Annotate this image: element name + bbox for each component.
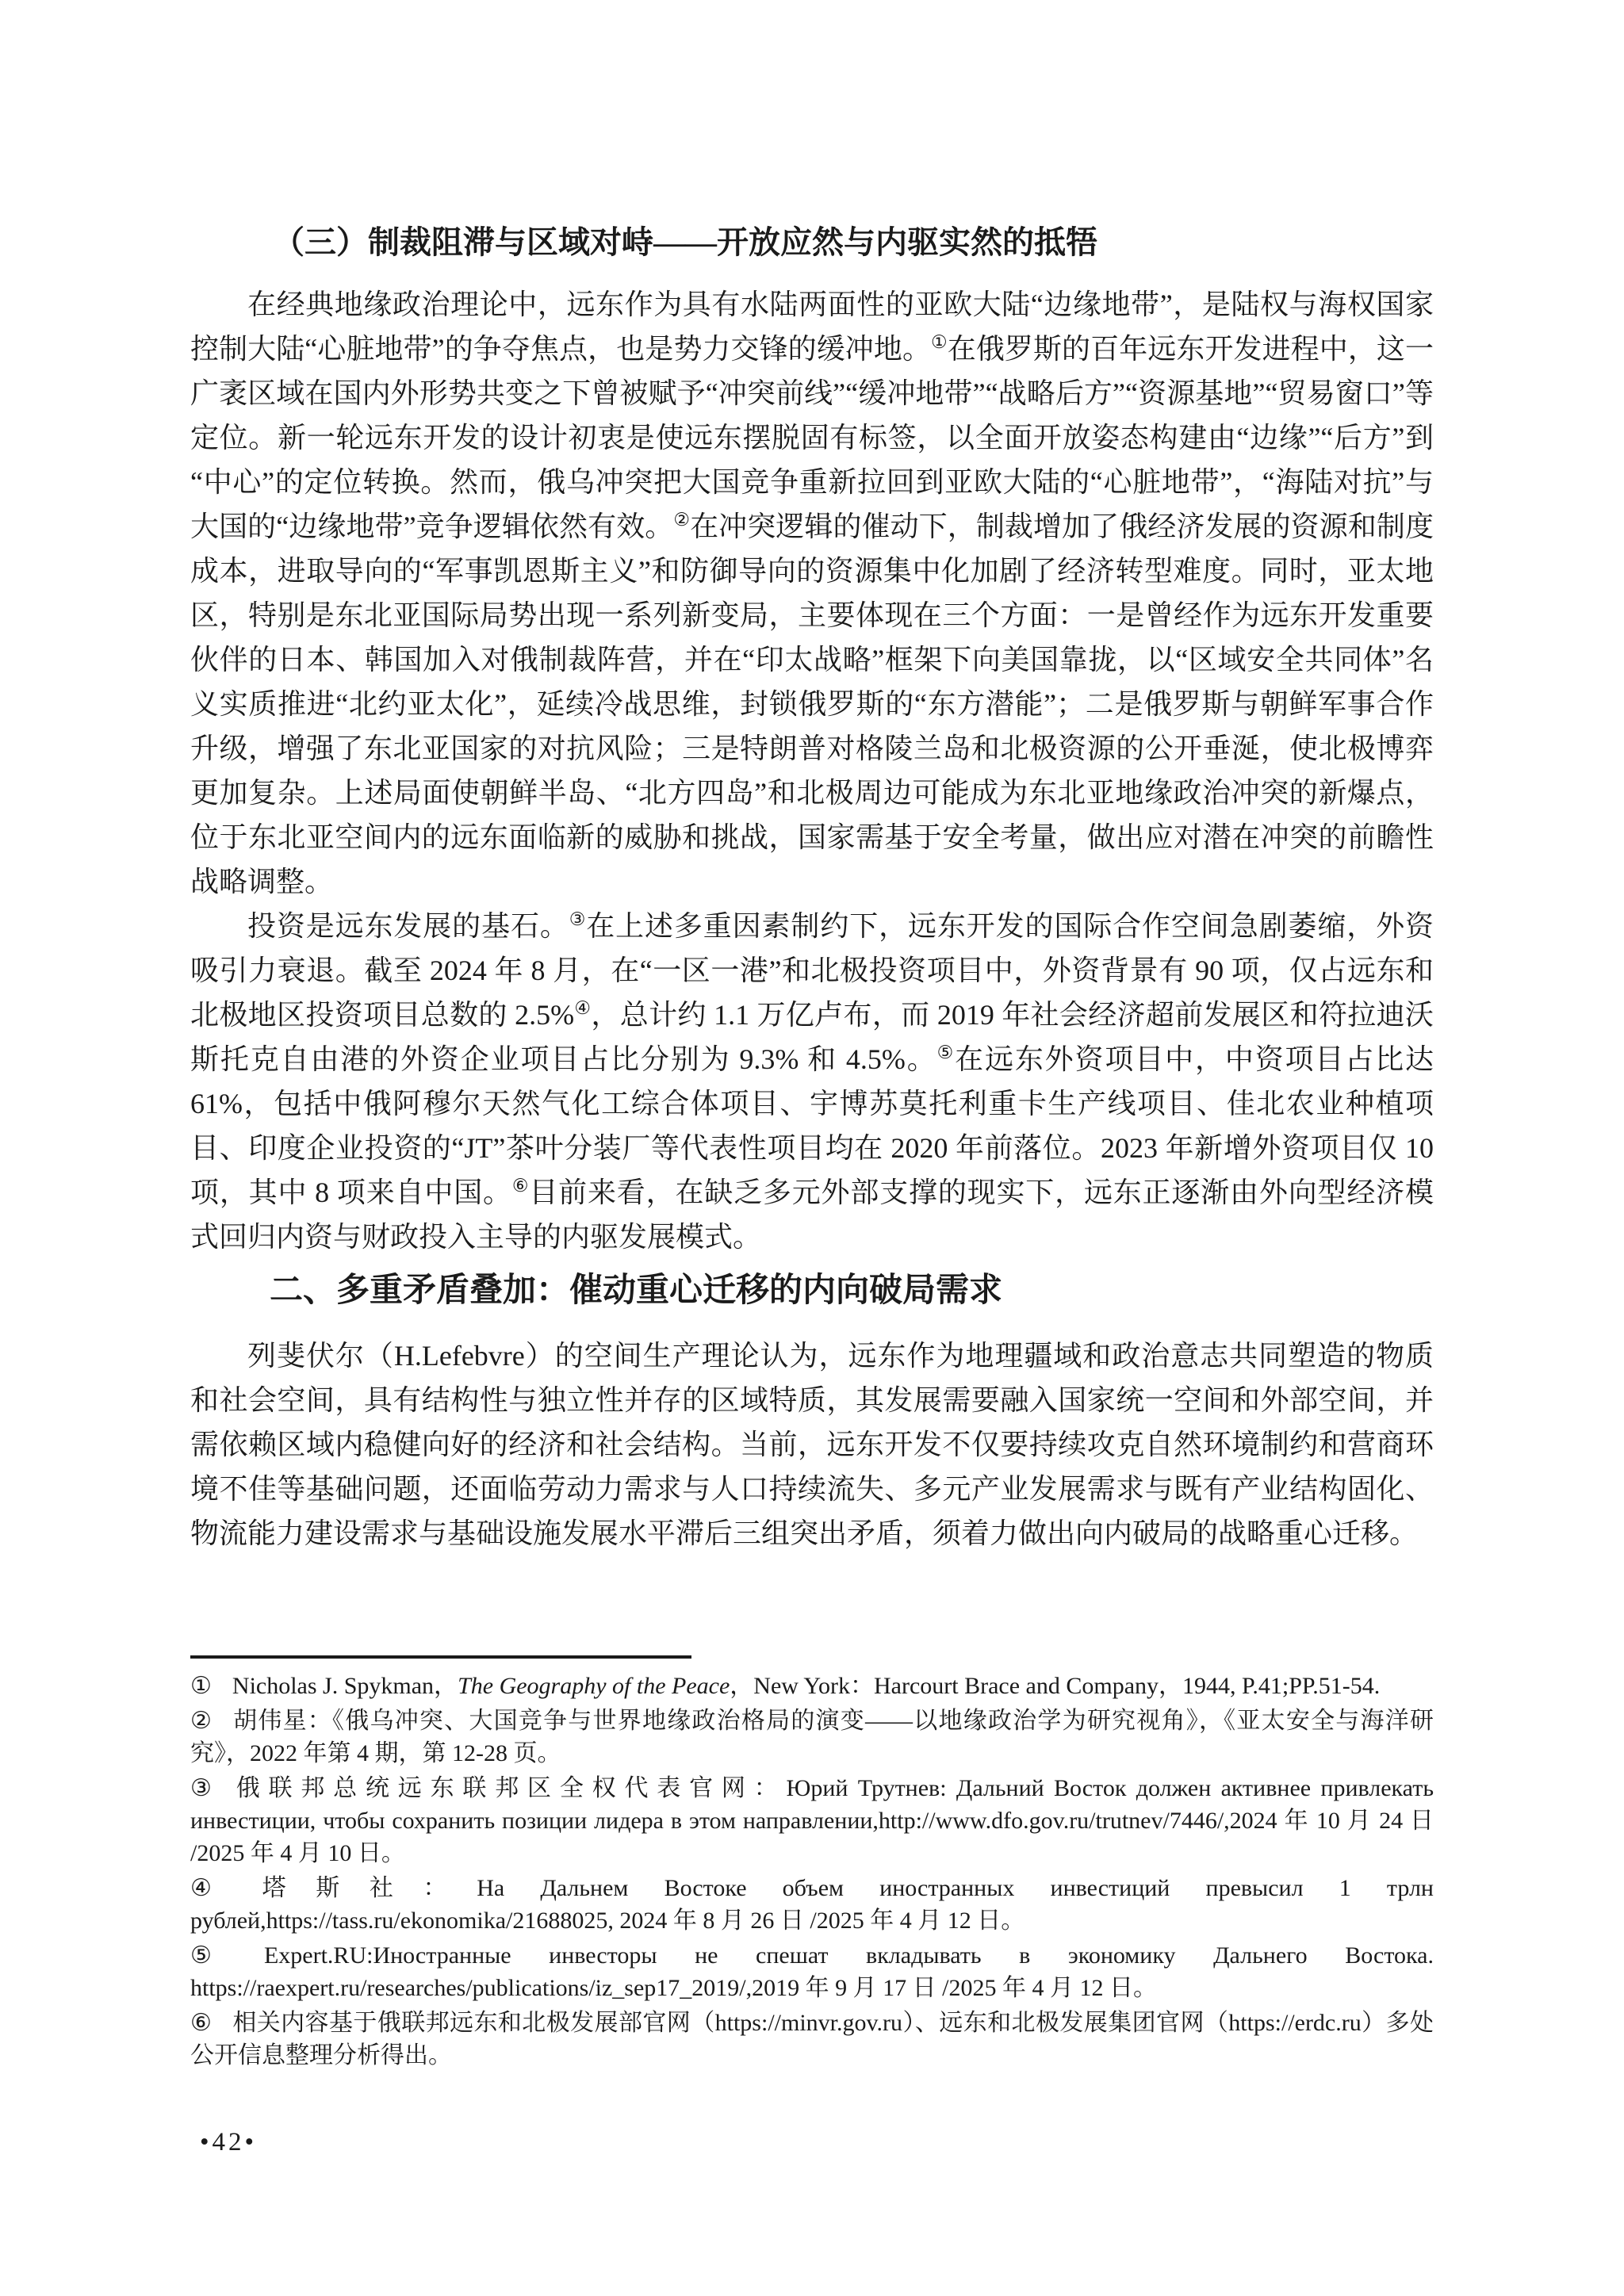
footnote	[190, 1705, 1434, 1770]
text-run: Юрий Трутнев: Дальний Восток должен активнее привлекать инвестиции, чтобы сохранить позиции лидера в этом направлении,http://www.dfo.gov.ru/trutnev/7446/,2024 年 10 月 24 日 /2025 年 4 月 10 日。	[190, 1775, 1434, 1866]
text-run: 列斐伏尔（H.Lefebvre）的空间生产理论认为，远东作为地理疆域和政治意志共同塑造的物质和社会空间，具有结构性与独立性并存的区域特质，其发展需要融入国家统一空间和外部空间，并需依赖区域内稳健向好的经济和社会结构。当前，远东开发不仅要持续攻克自然环境制约和营商环境不佳等基础问题，还面临劳动力需求与人口持续流失、多元产业发展需求与既有产业结构固化、物流能力建设需求与基础设施发展水平滞后三组突出矛盾，须着力做出向内破局的战略重心迁移。	[190, 1340, 1434, 1549]
text-run: 塔斯社：На Дальнем Востоке объем иностранных инвестиций превысил 1 трлн рублей,https://tass.ru/ekonomika/21688025, 2024 年 8 月 26 日 /2025 年 4 月 12 日。	[190, 1875, 1434, 1934]
paragraph	[190, 1334, 1434, 1556]
paragraph	[190, 904, 1434, 1259]
text-run: 目前来看，在缺乏多元外部支撑的现实下，远东正逐渐由外向型经济模式回归内资与财政投入主导的内驱发展模式。	[190, 1177, 1434, 1253]
text-run: 相关内容基于俄联邦远东和北极发展部官网（https://minvr.gov.ru）、远东和北极发展集团官网（https://erdc.ru）多处公开信息整理分析得出。	[190, 2010, 1434, 2068]
text-run: Nicholas J. Spykman，	[232, 1673, 458, 1699]
footnote-marker: ④	[190, 1875, 242, 1901]
text-run: 在远东外资项目中，中资项目占比达 61%，包括中俄阿穆尔天然气化工综合体项目、宇博苏莫托利重卡生产线项目、佳北农业种植项目、印度企业投资的“JT”茶叶分装厂等代表性项目均在 2020 年前落位。2023 年新增外资项目仅 10 项，其中 8 项来自中国。	[190, 1043, 1434, 1208]
text-run: 俄联邦总统远东联邦区全权代表官网：	[236, 1775, 787, 1801]
footnote-ref: ②	[673, 510, 691, 530]
text-run: ，New York：Harcourt Brace and Company，1944, P.41;PP.51-54.	[730, 1673, 1381, 1699]
text-run: 在俄罗斯的百年远东开发进程中，这一广袤区域在国内外形势共变之下曾被赋予“冲突前线”“缓冲地带”“战略后方”“资源基地”“贸易窗口”等定位。新一轮远东开发的设计初衷是使远东摆脱固有标签，以全面开放姿态构建由“边缘”“后方”到“中心”的定位转换。然而，俄乌冲突把大国竞争重新拉回到亚欧大陆的“心脏地带”，“海陆对抗”与大国的“边缘地带”竞争逻辑依然有效。	[190, 333, 1434, 542]
page-number: •42•	[200, 2128, 258, 2156]
footnote	[190, 1670, 1434, 1702]
footnote	[190, 1872, 1434, 1937]
footnote-marker: ③	[190, 1775, 216, 1801]
footnote-ref: ④	[574, 998, 592, 1018]
footnote	[190, 1772, 1434, 1869]
text-run: Expert.RU:Иностранные инвесторы не спешат вкладывать в экономику Дальнего Востока. https://raexpert.ru/researches/publications/iz_sep17_2019/,2019 年 9 月 17 日 /2025 年 4 月 12 日。	[190, 1942, 1434, 2001]
footnote-ref: ⑥	[511, 1176, 530, 1196]
text-run: 投资是远东发展的基石。	[247, 910, 569, 942]
page-content	[190, 0, 1434, 1556]
text-run: The Geography of the Peace	[458, 1673, 730, 1699]
subsection-heading: （三）制裁阻滞与区域对峙——开放应然与内驱实然的抵牾	[273, 224, 1097, 260]
section-heading: 二、多重矛盾叠加：催动重心迁移的内向破局需求	[270, 1271, 1003, 1308]
footnote-ref: ①	[931, 332, 948, 352]
text-run: 胡伟星：《俄乌冲突、大国竞争与世界地缘政治格局的演变——以地缘政治学为研究视角》，《亚太安全与海洋研究》，2022 年第 4 期，第 12-28 页。	[190, 1708, 1434, 1766]
footnote-marker: ②	[190, 1708, 213, 1734]
footnote	[190, 1939, 1434, 2004]
footnote-ref: ⑤	[936, 1043, 956, 1062]
footnote-separator	[190, 1655, 691, 1659]
paragraph	[190, 282, 1434, 904]
article-body	[190, 282, 1434, 1556]
footnotes-section	[190, 1655, 1434, 2074]
text-run: 在经典地缘政治理论中，远东作为具有水陆两面性的亚欧大陆“边缘地带”，是陆权与海权国家控制大陆“心脏地带”的争夺焦点，也是势力交锋的缓冲地。	[190, 289, 1434, 365]
footnote-marker: ①	[190, 1673, 212, 1699]
text-run: ，总计约 1.1 万亿卢布，而 2019 年社会经济超前发展区和符拉迪沃斯托克自由港的外资企业项目占比分别为 9.3% 和 4.5%。	[190, 999, 1434, 1075]
text-run: 在上述多重因素制约下，远东开发的国际合作空间急剧萎缩，外资吸引力衰退。截至 2024 年 8 月，在“一区一港”和北极投资项目中，外资背景有 90 项，仅占远东和北极地区投资项目总数的 2.5%	[190, 910, 1434, 1031]
footnote-marker: ⑥	[190, 2010, 213, 2036]
text-run: 在冲突逻辑的催动下，制裁增加了俄经济发展的资源和制度成本，进取导向的“军事凯恩斯主义”和防御导向的资源集中化加剧了经济转型难度。同时，亚太地区，特别是东北亚国际局势出现一系列新变局，主要体现在三个方面：一是曾经作为远东开发重要伙伴的日本、韩国加入对俄制裁阵营，并在“印太战略”框架下向美国靠拢，以“区域安全共同体”名义实质推进“北约亚太化”，延续冷战思维，封锁俄罗斯的“东方潜能”；二是俄罗斯与朝鲜军事合作升级，增强了东北亚国家的对抗风险；三是特朗普对格陵兰岛和北极资源的公开垂涎，使北极博弈更加复杂。上述局面使朝鲜半岛、“北方四岛”和北极周边可能成为东北亚地缘政治冲突的新爆点，位于东北亚空间内的远东面临新的威胁和挑战，国家需基于安全考量，做出应对潜在冲突的前瞻性战略调整。	[190, 511, 1434, 897]
footnote-list	[190, 1670, 1434, 2072]
footnote-ref: ③	[569, 909, 587, 929]
footnote-marker: ⑤	[190, 1942, 243, 1969]
footnote	[190, 2007, 1434, 2072]
